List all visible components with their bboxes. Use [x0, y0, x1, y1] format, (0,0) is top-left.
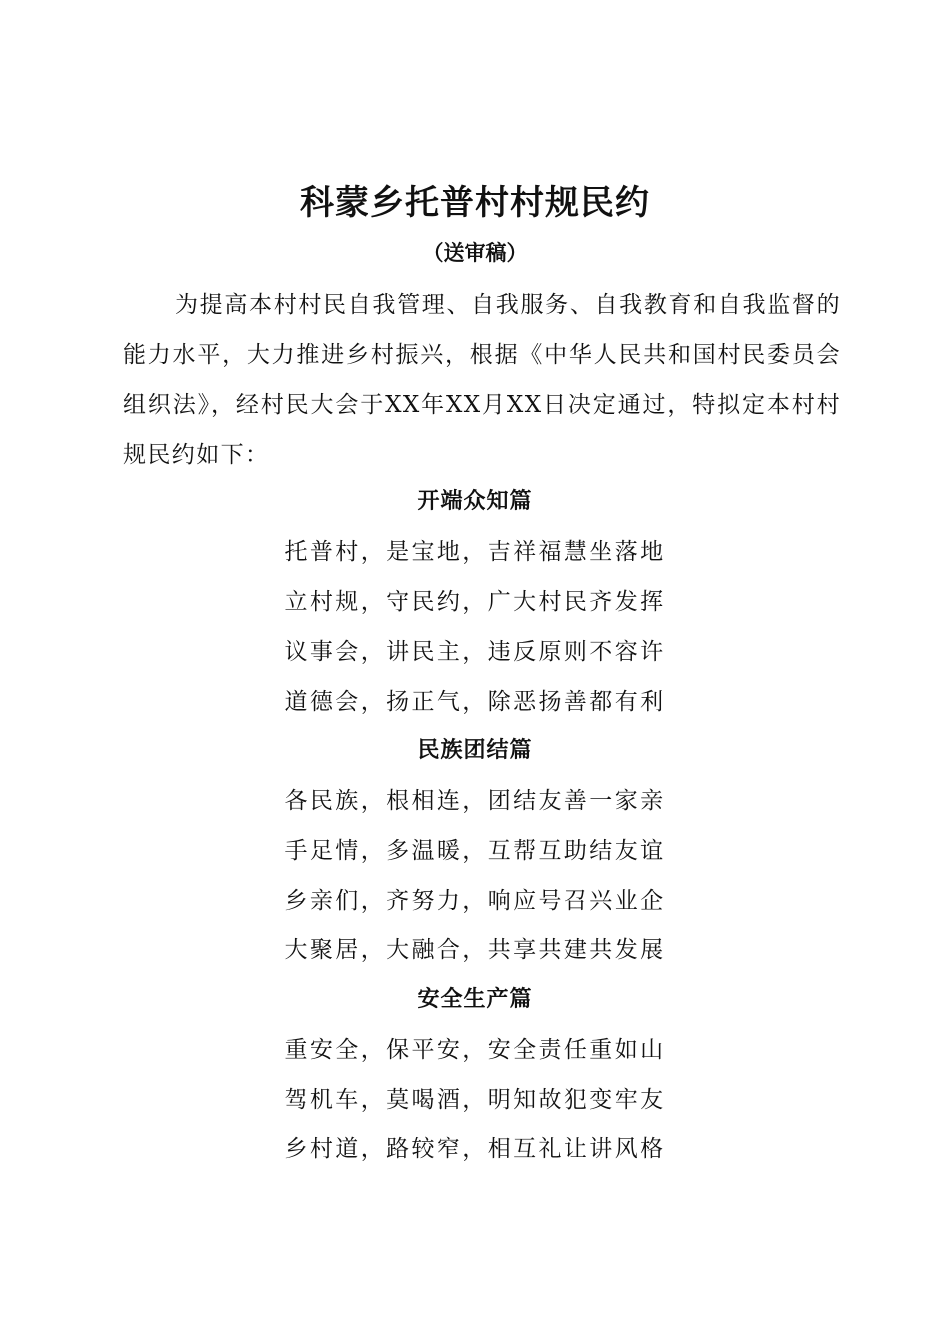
verse-line: 重安全，保平安，安全责任重如山 — [284, 1037, 666, 1063]
verse-line: 道德会，扬正气，除恶扬善都有利 — [284, 689, 666, 715]
verse-line: 乡亲们，齐努力，响应号召兴业企 — [284, 888, 666, 914]
verse-line: 托普村，是宝地，吉祥福慧坐落地 — [284, 539, 666, 565]
section-heading: 开端众知篇 — [417, 488, 533, 514]
verse-line: 各民族，根相连，团结友善一家亲 — [284, 788, 666, 814]
document-title: 科蒙乡托普村村规民约 — [300, 183, 650, 223]
verse-line: 乡村道，路较窄，相互礼让讲风格 — [284, 1136, 666, 1162]
verse-line: 议事会，讲民主，违反原则不容许 — [284, 639, 666, 665]
verse-line: 驾机车，莫喝酒，明知故犯变牢友 — [284, 1087, 666, 1113]
section-heading: 民族团结篇 — [417, 737, 533, 763]
verse-line: 立村规，守民约，广大村民齐发挥 — [284, 589, 666, 615]
verse-line: 手足情，多温暖，互帮互助结友谊 — [284, 838, 666, 864]
document-subtitle: （送审稿） — [422, 240, 528, 265]
section-heading: 安全生产篇 — [417, 986, 533, 1012]
intro-paragraph: 为提高本村村民自我管理、自我服务、自我教育和自我监督的能力水平，大力推进乡村振兴，根据《中华人民共和国村民委员会组织法》，经村民大会于XX年XX月XX日决定通过，特拟定本村村规民约如下： — [123, 292, 841, 468]
verse-line: 大聚居，大融合，共享共建共发展 — [284, 937, 666, 963]
